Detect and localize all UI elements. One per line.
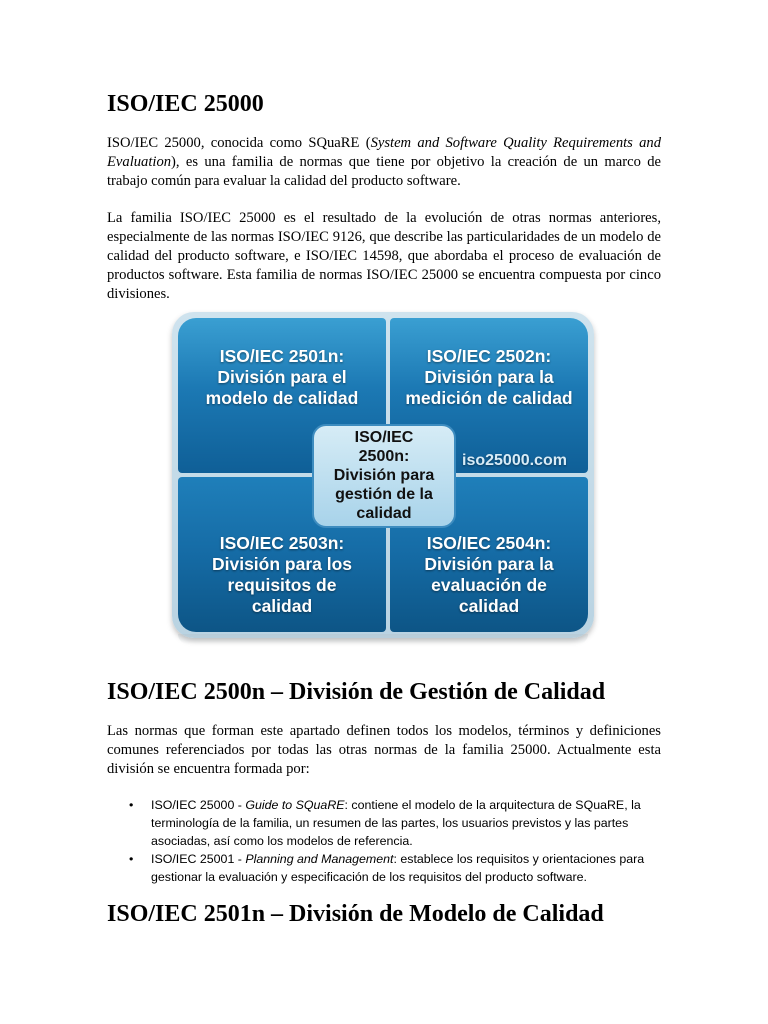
standard-description: : contiene el modelo de la arquitectura de SQuaRE, la terminología de la familia, un resumen de las partes, los usuarios previstos y las partes asociadas, así como los modelos de referencia.	[151, 798, 641, 848]
heading-iso-25000: ISO/IEC 25000	[107, 91, 264, 117]
tile-line: ISO/IEC 2501n:	[219, 346, 345, 366]
intro-paragraph	[107, 134, 661, 191]
tile-line: División para los	[211, 554, 353, 574]
division-2500n-center	[312, 424, 456, 528]
list-item	[107, 796, 667, 850]
site-watermark: iso25000.com	[462, 452, 567, 469]
bullet-icon: •	[129, 798, 134, 812]
family-paragraph: La familia ISO/IEC 25000 es el resultado de la evolución de otras normas anteriores, especialmente de las normas ISO/IEC 9126, que describe las particularidades de un modelo de calidad del producto software, e ISO/IEC 14598, que abordaba el proceso de evaluación de productos software. Esta familia de normas ISO/IEC 25000 se encuentra compuesta por cinco divisiones.	[107, 210, 661, 302]
square-divisions-diagram	[172, 312, 594, 642]
standard-description: : establece los requisitos y orientaciones para gestionar la evaluación y especificación de los requisitos del producto software.	[151, 852, 645, 884]
tile-line: calidad	[251, 596, 313, 616]
standard-title: Guide to SQuaRE	[245, 798, 345, 812]
center-line: ISO/IEC	[354, 429, 414, 446]
center-line: 2500n:	[358, 448, 410, 465]
tile-line: División para el	[217, 367, 347, 387]
intro-text-before: ISO/IEC 25000, conocida como SQuaRE (	[107, 135, 371, 151]
intro-text-italic: System and Software Quality Requirements and Evaluation	[107, 135, 661, 170]
tile-line: ISO/IEC 2504n:	[426, 533, 552, 553]
tile-line: evaluación de	[431, 575, 547, 595]
tile-line: modelo de calidad	[205, 388, 359, 408]
standard-title: Planning and Management	[245, 852, 394, 866]
standard-code: ISO/IEC 25001 -	[151, 852, 246, 866]
center-line: calidad	[356, 505, 412, 522]
standard-code: ISO/IEC 25000 -	[151, 798, 246, 812]
diagram-reflection	[178, 634, 588, 644]
tile-line: División para la	[424, 554, 554, 574]
center-line: gestión de la	[335, 486, 433, 503]
tile-line: medición de calidad	[405, 388, 573, 408]
bullet-icon: •	[129, 852, 134, 866]
tile-line: calidad	[458, 596, 520, 616]
standards-list	[107, 796, 667, 886]
list-item	[107, 850, 667, 886]
division-2500n-paragraph: Las normas que forman este apartado definen todos los modelos, términos y definiciones comunes referenciados por todas las otras normas de la familia 25000. Actualmente esta división se encuentra formada por:	[107, 723, 661, 777]
heading-2501n: ISO/IEC 2501n – División de Modelo de Calidad	[107, 901, 604, 927]
tile-line: requisitos de	[227, 575, 337, 595]
tile-line: ISO/IEC 2503n:	[219, 533, 345, 553]
intro-text-after: ), es una familia de normas que tiene por objetivo la creación de un marco de trabajo común para evaluar la calidad del producto software.	[107, 154, 661, 189]
tile-line: División para la	[424, 367, 554, 387]
tile-line: ISO/IEC 2502n:	[426, 346, 552, 366]
center-line: División para	[333, 467, 435, 484]
heading-2500n: ISO/IEC 2500n – División de Gestión de Calidad	[107, 679, 606, 705]
